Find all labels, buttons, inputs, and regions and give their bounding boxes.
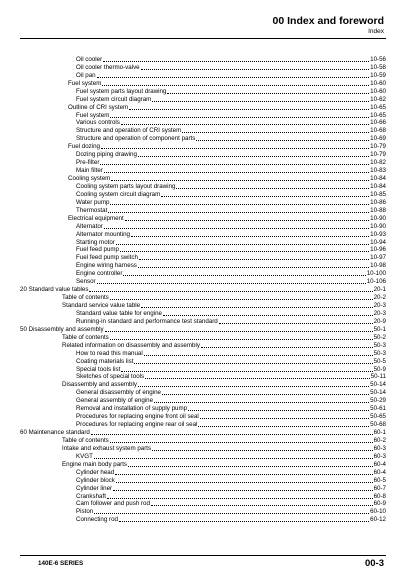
toc-entry-title: Water pump xyxy=(76,198,110,206)
toc-dot-leader xyxy=(200,418,369,419)
toc-entry[interactable] xyxy=(20,421,386,429)
toc-entry-title: Procedures for replacing engine front oil seal xyxy=(76,413,199,421)
toc-entry[interactable] xyxy=(20,381,386,389)
toc-dot-leader xyxy=(115,474,372,475)
toc-entry-title: Sketches of special tools xyxy=(76,373,145,381)
toc-entry[interactable] xyxy=(20,453,386,461)
toc-entry[interactable] xyxy=(20,80,386,88)
toc-entry-title: Dozing piping drawing xyxy=(76,151,137,159)
toc-dot-leader xyxy=(121,371,372,372)
toc-entry-title: Standard service value table xyxy=(62,302,141,310)
toc-entry-page: 10-84 xyxy=(370,175,386,183)
toc-entry-page: 10-84 xyxy=(370,182,386,190)
toc-entry[interactable] xyxy=(20,143,386,151)
toc-entry-page: 60-3 xyxy=(373,452,386,460)
toc-dot-leader xyxy=(163,315,373,316)
toc-dot-leader xyxy=(151,505,373,506)
toc-entry[interactable] xyxy=(20,286,386,294)
toc-entry-title: Fuel system parts layout drawing xyxy=(76,87,167,95)
toc-entry-page: 50-9 xyxy=(373,365,386,373)
toc-entry[interactable] xyxy=(20,302,386,310)
toc-entry-page: 10-88 xyxy=(370,206,386,214)
toc-dot-leader xyxy=(89,291,372,292)
toc-entry-title: Piston xyxy=(76,508,94,516)
toc-entry[interactable] xyxy=(20,112,386,120)
toc-dot-leader xyxy=(129,109,369,110)
toc-dot-leader xyxy=(201,347,373,348)
toc-entry-title: Cylinder liner xyxy=(76,484,113,492)
toc-entry[interactable] xyxy=(20,191,386,199)
toc-entry-title: Electrical equipment xyxy=(68,214,124,222)
toc-dot-leader xyxy=(102,85,369,86)
toc-dot-leader xyxy=(97,77,370,78)
toc-entry-page: 10-94 xyxy=(370,238,386,246)
toc-entry[interactable] xyxy=(20,485,386,493)
toc-entry-title: Fuel system circuit diagram xyxy=(76,95,152,103)
toc-entry-title: Thermostat xyxy=(76,206,108,214)
toc-entry[interactable] xyxy=(20,413,386,421)
toc-entry-page: 10-56 xyxy=(370,55,386,63)
toc-entry[interactable] xyxy=(20,278,386,286)
toc-entry-title: Fuel feed pump switch xyxy=(76,254,138,262)
table-of-contents xyxy=(20,56,386,524)
toc-dot-leader xyxy=(105,331,373,332)
toc-entry-title: Outline of CRI system xyxy=(68,103,129,111)
toc-entry-page: 60-9 xyxy=(373,500,386,508)
toc-entry-title: How to read this manual xyxy=(76,349,143,357)
toc-entry-title: Running-in standard and performance test standard xyxy=(76,317,218,325)
toc-entry-page: 50-2 xyxy=(373,333,386,341)
toc-dot-leader xyxy=(107,498,373,499)
toc-entry-title: Main filter xyxy=(76,167,103,175)
toc-entry-title: Procedures for replacing engine rear oil seal xyxy=(76,421,198,429)
toc-entry-page: 10-90 xyxy=(370,214,386,222)
toc-entry-page: 10-90 xyxy=(370,222,386,230)
toc-entry[interactable] xyxy=(20,477,386,485)
toc-entry-page: 10-68 xyxy=(370,127,386,135)
toc-entry-page: 50-29 xyxy=(370,397,386,405)
toc-dot-leader xyxy=(162,394,369,395)
toc-dot-leader xyxy=(138,386,369,387)
toc-entry[interactable] xyxy=(20,501,386,509)
toc-entry-title: Alternator mounting xyxy=(76,230,130,238)
toc-entry-title: Cooling system xyxy=(68,175,111,183)
toc-entry[interactable] xyxy=(20,175,386,183)
toc-entry-title: 20 Standard value tables xyxy=(20,286,89,294)
header-rule xyxy=(20,38,386,39)
toc-dot-leader xyxy=(154,402,369,403)
toc-entry[interactable] xyxy=(20,445,386,453)
toc-dot-leader xyxy=(141,69,370,70)
toc-dot-leader xyxy=(120,251,369,252)
toc-entry-page: 50-14 xyxy=(370,389,386,397)
toc-dot-leader xyxy=(94,513,369,514)
toc-entry-title: Cooling system parts layout drawing xyxy=(76,182,176,190)
toc-entry-page: 20-3 xyxy=(373,309,386,317)
toc-entry-page: 10-96 xyxy=(370,246,386,254)
toc-entry-page: 10-82 xyxy=(370,159,386,167)
toc-entry-title: Pre-filter xyxy=(76,159,100,167)
toc-dot-leader xyxy=(116,482,373,483)
toc-entry-page: 50-3 xyxy=(373,349,386,357)
toc-entry-page: 10-65 xyxy=(370,103,386,111)
toc-entry[interactable] xyxy=(20,366,386,374)
toc-dot-leader xyxy=(110,442,373,443)
toc-entry-title: Engine controller xyxy=(76,270,123,278)
toc-dot-leader xyxy=(119,521,369,522)
toc-entry[interactable] xyxy=(20,350,386,358)
toc-entry-page: 10-59 xyxy=(370,71,386,79)
toc-entry-page: 60-8 xyxy=(373,492,386,500)
toc-entry-page: 10-60 xyxy=(370,79,386,87)
toc-entry[interactable] xyxy=(20,270,386,278)
toc-entry-title: Oil pan xyxy=(76,71,96,79)
toc-entry-page: 60-4 xyxy=(373,468,386,476)
toc-dot-leader xyxy=(198,426,369,427)
toc-entry[interactable] xyxy=(20,207,386,215)
toc-entry-title: 50 Disassembly and assembly xyxy=(20,325,104,333)
toc-entry[interactable] xyxy=(20,516,386,524)
toc-entry-title: Starting motor xyxy=(76,238,115,246)
toc-entry-title: Intake and exhaust system parts xyxy=(62,444,152,452)
toc-dot-leader xyxy=(111,180,369,181)
toc-dot-leader xyxy=(134,363,372,364)
toc-entry[interactable] xyxy=(20,461,386,469)
toc-entry-title: Alternator xyxy=(76,222,103,230)
toc-entry[interactable] xyxy=(20,262,386,270)
toc-entry-title: Standard value table for engine xyxy=(76,309,162,317)
toc-entry-page: 10-60 xyxy=(370,87,386,95)
toc-entry-page: 60-3 xyxy=(373,444,386,452)
toc-entry-page: 50-14 xyxy=(370,381,386,389)
toc-entry-title: Connecting rod xyxy=(76,516,118,524)
toc-entry-title: Coating materials list xyxy=(76,357,134,365)
toc-entry[interactable] xyxy=(20,72,386,80)
toc-dot-leader xyxy=(161,196,369,197)
toc-entry-title: Disassembly and assembly xyxy=(62,381,137,389)
toc-entry-page: 20-2 xyxy=(373,294,386,302)
toc-entry-page: 10-79 xyxy=(370,151,386,159)
toc-entry[interactable] xyxy=(20,358,386,366)
toc-dot-leader xyxy=(188,410,369,411)
toc-entry-page: 60-4 xyxy=(373,460,386,468)
toc-entry-page: 60-1 xyxy=(373,429,386,437)
toc-dot-leader xyxy=(104,172,369,173)
toc-dot-leader xyxy=(145,378,370,379)
toc-dot-leader xyxy=(141,307,373,308)
toc-entry-title: Cooling system circuit diagram xyxy=(76,190,161,198)
toc-entry-page: 10-69 xyxy=(370,135,386,143)
toc-entry[interactable] xyxy=(20,397,386,405)
footer-rule xyxy=(20,555,386,556)
toc-entry-title: Cam follower and push rod xyxy=(76,500,150,508)
toc-entry-page: 60-7 xyxy=(373,484,386,492)
toc-entry[interactable] xyxy=(20,493,386,501)
toc-entry-title: Table of contents xyxy=(62,436,109,444)
toc-entry[interactable] xyxy=(20,223,386,231)
toc-entry[interactable] xyxy=(20,508,386,516)
toc-entry[interactable] xyxy=(20,254,386,262)
toc-dot-leader xyxy=(139,259,369,260)
footer-series: 140E-6 SERIES xyxy=(38,560,84,567)
toc-entry[interactable] xyxy=(20,96,386,104)
toc-dot-leader xyxy=(123,275,365,276)
toc-entry-title: Cylinder block xyxy=(76,476,115,484)
toc-entry-title: Crankshaft xyxy=(76,492,106,500)
toc-entry[interactable] xyxy=(20,405,386,413)
toc-entry-page: 20-1 xyxy=(373,286,386,294)
toc-entry-title: Structure and operation of CRI system xyxy=(76,127,182,135)
toc-entry-title: Fuel dozing xyxy=(68,143,100,151)
toc-entry-title: Cylinder head xyxy=(76,468,115,476)
toc-dot-leader xyxy=(108,212,369,213)
toc-dot-leader xyxy=(110,339,373,340)
toc-entry-page: 10-93 xyxy=(370,230,386,238)
toc-entry[interactable] xyxy=(20,429,386,437)
toc-entry[interactable] xyxy=(20,199,386,207)
toc-dot-leader xyxy=(116,244,369,245)
toc-entry-page: 20-3 xyxy=(373,302,386,310)
toc-entry-page: 10-97 xyxy=(370,254,386,262)
toc-entry[interactable] xyxy=(20,437,386,445)
toc-dot-leader xyxy=(167,93,369,94)
toc-entry-title: Oil cooler thermo-valve xyxy=(76,63,140,71)
toc-entry[interactable] xyxy=(20,247,386,255)
toc-entry-page: 10-98 xyxy=(370,262,386,270)
toc-entry-page: 60-5 xyxy=(373,476,386,484)
toc-entry-page: 50-5 xyxy=(373,357,386,365)
toc-dot-leader xyxy=(110,117,369,118)
toc-dot-leader xyxy=(104,228,369,229)
toc-dot-leader xyxy=(110,204,369,205)
toc-entry-page: 10-106 xyxy=(366,278,386,286)
toc-entry-page: 50-68 xyxy=(370,421,386,429)
toc-entry[interactable] xyxy=(20,127,386,135)
toc-entry-title: Structure and operation of component parts xyxy=(76,135,196,143)
toc-entry-title: Oil cooler xyxy=(76,55,103,63)
toc-entry[interactable] xyxy=(20,64,386,72)
footer-page-number: 00-3 xyxy=(364,558,384,569)
header-subtitle: Index xyxy=(368,28,384,35)
toc-entry[interactable] xyxy=(20,183,386,191)
toc-dot-leader xyxy=(113,490,373,491)
toc-dot-leader xyxy=(125,220,369,221)
toc-entry[interactable] xyxy=(20,104,386,112)
toc-dot-leader xyxy=(152,101,369,102)
toc-entry[interactable] xyxy=(20,342,386,350)
toc-entry-page: 60-2 xyxy=(373,436,386,444)
toc-entry-title: Table of contents xyxy=(62,294,109,302)
toc-entry[interactable] xyxy=(20,231,386,239)
toc-entry[interactable] xyxy=(20,310,386,318)
toc-entry[interactable] xyxy=(20,294,386,302)
toc-entry-title: Fuel system xyxy=(68,79,102,87)
toc-entry[interactable] xyxy=(20,326,386,334)
toc-dot-leader xyxy=(131,236,369,237)
toc-entry-title: Related information on disassembly and assembly xyxy=(62,341,200,349)
toc-entry-page: 60-10 xyxy=(370,508,386,516)
toc-dot-leader xyxy=(100,164,369,165)
toc-entry[interactable] xyxy=(20,215,386,223)
toc-entry[interactable] xyxy=(20,88,386,96)
toc-entry-page: 50-65 xyxy=(370,413,386,421)
toc-entry-title: KVGT xyxy=(76,452,93,460)
toc-entry-page: 50-3 xyxy=(373,341,386,349)
toc-entry-title: Fuel system xyxy=(76,111,110,119)
toc-dot-leader xyxy=(103,61,369,62)
toc-entry[interactable] xyxy=(20,120,386,128)
toc-entry-page: 10-83 xyxy=(370,167,386,175)
toc-entry-title: Engine wiring harness xyxy=(76,262,137,270)
header-title: 00 Index and foreword xyxy=(272,15,384,27)
toc-entry-title: Various controls xyxy=(76,119,120,127)
toc-entry-title: Table of contents xyxy=(62,333,109,341)
toc-dot-leader xyxy=(101,148,369,149)
toc-entry-page: 20-9 xyxy=(373,317,386,325)
toc-entry-page: 10-65 xyxy=(370,111,386,119)
toc-dot-leader xyxy=(121,124,369,125)
toc-entry-title: Sensor xyxy=(76,278,96,286)
toc-dot-leader xyxy=(97,283,366,284)
toc-dot-leader xyxy=(182,132,369,133)
toc-entry-title: Removal and installation of supply pump xyxy=(76,405,188,413)
toc-dot-leader xyxy=(152,450,373,451)
toc-entry-page: 10-100 xyxy=(366,270,386,278)
toc-dot-leader xyxy=(176,188,369,189)
toc-entry[interactable] xyxy=(20,135,386,143)
toc-dot-leader xyxy=(144,355,373,356)
toc-entry[interactable] xyxy=(20,389,386,397)
toc-entry-title: Special tools list xyxy=(76,365,121,373)
toc-entry[interactable] xyxy=(20,318,386,326)
toc-entry[interactable] xyxy=(20,374,386,382)
toc-entry-page: 50-11 xyxy=(370,373,386,381)
toc-entry-title: General disassembly of engine xyxy=(76,389,161,397)
toc-entry[interactable] xyxy=(20,239,386,247)
toc-dot-leader xyxy=(94,458,373,459)
toc-entry-title: 60 Maintenance standard xyxy=(20,429,90,437)
toc-entry-page: 10-86 xyxy=(370,198,386,206)
toc-entry-page: 10-79 xyxy=(370,143,386,151)
toc-entry-page: 10-85 xyxy=(370,190,386,198)
toc-entry-page: 50-1 xyxy=(373,325,386,333)
toc-entry-page: 50-61 xyxy=(370,405,386,413)
toc-entry-page: 10-66 xyxy=(370,119,386,127)
toc-dot-leader xyxy=(138,156,369,157)
toc-entry[interactable] xyxy=(20,56,386,64)
toc-entry-page: 10-62 xyxy=(370,95,386,103)
toc-dot-leader xyxy=(219,323,373,324)
toc-entry-title: Engine main body parts xyxy=(62,460,128,468)
toc-entry[interactable] xyxy=(20,151,386,159)
toc-entry[interactable] xyxy=(20,167,386,175)
toc-dot-leader xyxy=(138,267,369,268)
toc-dot-leader xyxy=(91,434,373,435)
toc-entry[interactable] xyxy=(20,159,386,167)
toc-entry-title: Fuel feed pump xyxy=(76,246,119,254)
toc-entry-page: 60-12 xyxy=(370,516,386,524)
toc-dot-leader xyxy=(128,466,373,467)
toc-entry-title: General assembly of engine xyxy=(76,397,154,405)
toc-entry[interactable] xyxy=(20,469,386,477)
toc-entry[interactable] xyxy=(20,334,386,342)
toc-dot-leader xyxy=(196,140,369,141)
toc-dot-leader xyxy=(110,299,373,300)
toc-entry-page: 10-58 xyxy=(370,63,386,71)
